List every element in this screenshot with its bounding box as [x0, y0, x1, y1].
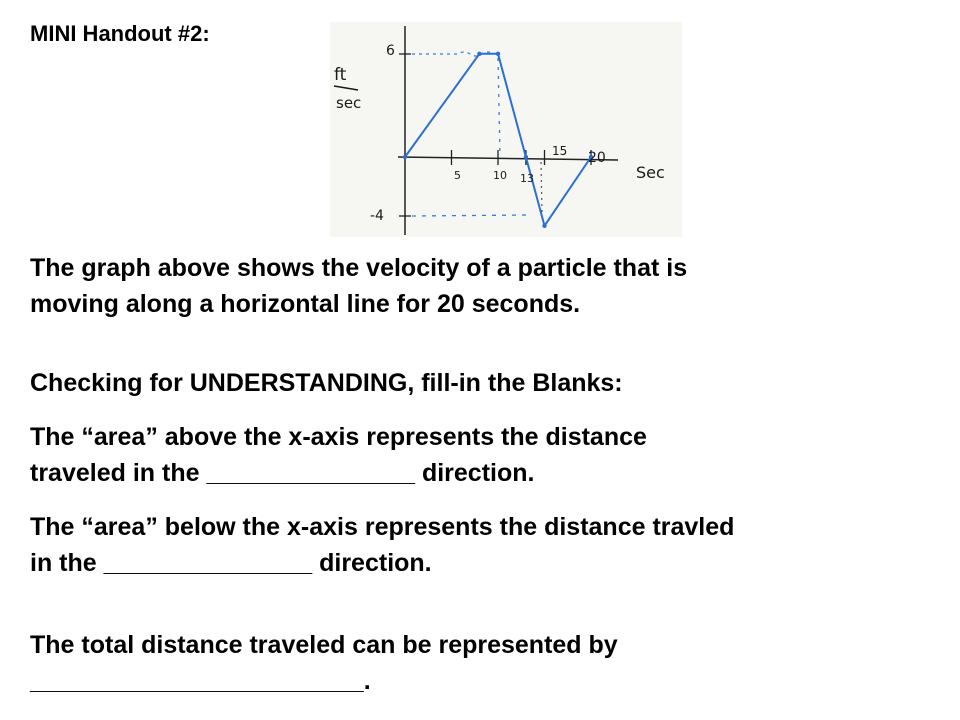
x-tick-label-15: 15 [552, 144, 568, 158]
y-unit-top: ft [334, 65, 347, 85]
statement-below-axis-line-1: The “area” below the x-axis represents the distance travled [30, 513, 735, 541]
statement-above-axis-line-2: traveled in the _______________ direction. [30, 459, 535, 487]
velocity-graph-svg [330, 22, 682, 237]
statement-below-axis-line-2: in the _______________ direction. [30, 549, 432, 577]
y-unit-bottom: sec [336, 94, 362, 112]
data-point-0 [403, 155, 407, 159]
data-point-2 [496, 52, 500, 56]
x-tick-label-10: 10 [493, 169, 507, 182]
x-tick-label-13: 13 [520, 172, 534, 185]
statement-total-distance-line-1: The total distance traveled can be represented by [30, 631, 618, 659]
x-unit-label: Sec [636, 163, 665, 182]
velocity-graph [330, 22, 682, 237]
description-line-2: moving along a horizontal line for 20 seconds. [30, 290, 581, 318]
graph-photo-background [330, 22, 682, 237]
y-tick-label-6: 6 [386, 43, 395, 59]
description-line-1: The graph above shows the velocity of a particle that is [30, 254, 688, 282]
handout-title: MINI Handout #2: [30, 21, 210, 46]
statement-above-axis-line-1: The “area” above the x-axis represents the distance [30, 423, 647, 451]
y-tick-label-neg4: -4 [370, 208, 384, 224]
data-point-1 [477, 52, 481, 56]
data-point-4 [542, 224, 546, 228]
data-point-3 [524, 155, 528, 159]
x-tick-label-20: 20 [588, 150, 606, 166]
x-tick-label-5: 5 [454, 169, 461, 182]
instructions-heading: Checking for UNDERSTANDING, fill-in the Blanks: [30, 369, 623, 397]
statement-total-distance-line-2: ________________________. [30, 667, 371, 695]
